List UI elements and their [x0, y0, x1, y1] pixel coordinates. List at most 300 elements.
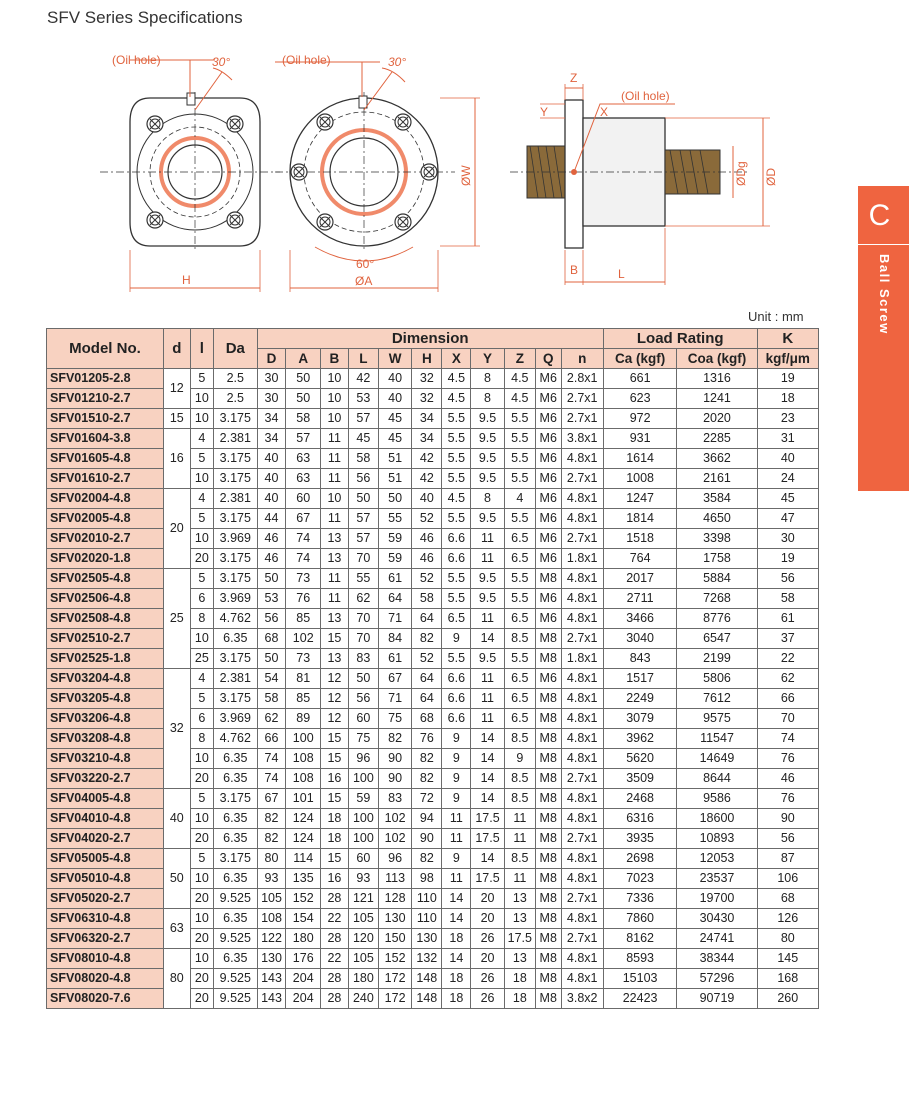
- table-cell: 6.5: [504, 609, 535, 629]
- table-cell: 1241: [677, 389, 757, 409]
- table-cell: 98: [412, 869, 442, 889]
- table-cell: 60: [348, 709, 378, 729]
- table-cell: 53: [257, 589, 286, 609]
- table-cell: 11: [321, 509, 349, 529]
- header-dim-y: Y: [471, 349, 504, 369]
- table-cell: 6.6: [442, 689, 471, 709]
- table-cell: 114: [286, 849, 321, 869]
- table-cell: 6.5: [442, 609, 471, 629]
- table-cell: 843: [603, 649, 677, 669]
- table-cell: 45: [348, 429, 378, 449]
- table-cell: 94: [412, 809, 442, 829]
- table-cell: 10: [190, 529, 213, 549]
- table-cell: 17.5: [471, 869, 504, 889]
- table-cell: 90: [412, 829, 442, 849]
- table-cell: 26: [471, 969, 504, 989]
- table-cell: 4.8x1: [561, 709, 603, 729]
- table-cell: 6.35: [214, 629, 257, 649]
- table-cell: 5.5: [442, 649, 471, 669]
- table-cell: 3662: [677, 449, 757, 469]
- table-cell: 6.35: [214, 869, 257, 889]
- table-cell: 2468: [603, 789, 677, 809]
- section-tab: [858, 186, 909, 491]
- table-cell: 9.5: [471, 469, 504, 489]
- table-cell: 4.8x1: [561, 909, 603, 929]
- table-cell: 4: [190, 669, 213, 689]
- table-cell: 102: [378, 809, 411, 829]
- cell-model: SFV04010-4.8: [47, 809, 164, 829]
- table-cell: 4.8x1: [561, 489, 603, 509]
- table-cell: M6: [535, 589, 561, 609]
- table-cell: M6: [535, 389, 561, 409]
- table-cell: 108: [286, 769, 321, 789]
- table-cell: 76: [757, 789, 818, 809]
- table-cell: 130: [257, 949, 286, 969]
- table-cell: 4.8x1: [561, 749, 603, 769]
- table-cell: 20: [190, 829, 213, 849]
- cell-model: SFV02508-4.8: [47, 609, 164, 629]
- table-cell: M6: [535, 429, 561, 449]
- section-letter: C: [868, 199, 891, 232]
- table-cell: 20: [190, 929, 213, 949]
- table-cell: 16: [321, 769, 349, 789]
- table-row: [47, 709, 819, 729]
- table-cell: 52: [412, 569, 442, 589]
- table-cell: 40: [257, 489, 286, 509]
- table-cell: 3.969: [214, 589, 257, 609]
- table-cell: 11: [321, 429, 349, 449]
- table-cell: 148: [412, 989, 442, 1009]
- table-cell: 11: [471, 609, 504, 629]
- table-row: [47, 489, 819, 509]
- table-cell: 9: [442, 769, 471, 789]
- table-cell: 96: [378, 849, 411, 869]
- table-cell: 75: [378, 709, 411, 729]
- table-cell: M6: [535, 489, 561, 509]
- table-cell: 3935: [603, 829, 677, 849]
- table-cell: 57: [348, 529, 378, 549]
- table-cell: 14: [471, 849, 504, 869]
- table-cell: 168: [757, 969, 818, 989]
- dim-w-label: ØW: [459, 165, 473, 186]
- table-cell: 61: [378, 649, 411, 669]
- table-cell: 3466: [603, 609, 677, 629]
- table-cell: M8: [535, 709, 561, 729]
- table-cell: 110: [412, 889, 442, 909]
- table-cell: 57: [348, 509, 378, 529]
- table-cell: 130: [378, 909, 411, 929]
- table-cell: M6: [535, 369, 561, 389]
- table-cell: 73: [286, 649, 321, 669]
- table-row: [47, 669, 819, 689]
- table-cell: 5: [190, 689, 213, 709]
- table-cell: 68: [757, 889, 818, 909]
- table-cell: 661: [603, 369, 677, 389]
- table-cell: 9.525: [214, 929, 257, 949]
- oil-hole-label-1: (Oil hole): [112, 53, 161, 67]
- table-cell: 9: [504, 749, 535, 769]
- table-cell: 12: [321, 689, 349, 709]
- table-cell: 3584: [677, 489, 757, 509]
- cell-model: SFV02020-1.8: [47, 549, 164, 569]
- table-cell: 6.35: [214, 749, 257, 769]
- header-model: Model No.: [47, 329, 164, 369]
- section-label: Ball Screw: [877, 254, 892, 335]
- table-cell: M8: [535, 569, 561, 589]
- table-cell: 10: [321, 389, 349, 409]
- cell-model: SFV05010-4.8: [47, 869, 164, 889]
- cell-model: SFV08020-7.6: [47, 989, 164, 1009]
- table-cell: 56: [257, 609, 286, 629]
- header-dim-d: D: [257, 349, 286, 369]
- table-cell: M6: [535, 409, 561, 429]
- cell-d: 12: [163, 369, 190, 409]
- table-cell: 1008: [603, 469, 677, 489]
- table-cell: 90: [757, 809, 818, 829]
- table-cell: 4.8x1: [561, 589, 603, 609]
- table-cell: 6.5: [504, 689, 535, 709]
- cell-d: 25: [163, 569, 190, 669]
- table-row: [47, 429, 819, 449]
- table-cell: 10: [321, 369, 349, 389]
- table-cell: 6547: [677, 629, 757, 649]
- table-cell: 8.5: [504, 629, 535, 649]
- table-cell: M6: [535, 509, 561, 529]
- table-cell: 11: [471, 529, 504, 549]
- table-cell: 3962: [603, 729, 677, 749]
- table-cell: 5: [190, 569, 213, 589]
- table-cell: 9: [442, 849, 471, 869]
- table-cell: 2161: [677, 469, 757, 489]
- table-cell: 52: [412, 649, 442, 669]
- table-cell: 38344: [677, 949, 757, 969]
- table-cell: 4.8x1: [561, 849, 603, 869]
- table-cell: 105: [348, 909, 378, 929]
- table-cell: 5: [190, 789, 213, 809]
- table-row: [47, 749, 819, 769]
- header-load-rating: Load Rating: [603, 329, 757, 349]
- table-cell: 72: [412, 789, 442, 809]
- cell-model: SFV01210-2.7: [47, 389, 164, 409]
- table-cell: 40: [257, 449, 286, 469]
- table-cell: 18: [321, 829, 349, 849]
- table-cell: 121: [348, 889, 378, 909]
- cell-d: 40: [163, 789, 190, 849]
- table-cell: 4.8x1: [561, 669, 603, 689]
- table-cell: 76: [412, 729, 442, 749]
- table-cell: 18600: [677, 809, 757, 829]
- table-cell: 14: [442, 949, 471, 969]
- table-cell: 2711: [603, 589, 677, 609]
- table-cell: 93: [257, 869, 286, 889]
- cell-model: SFV01610-2.7: [47, 469, 164, 489]
- table-cell: 74: [757, 729, 818, 749]
- table-cell: 9: [442, 749, 471, 769]
- header-dim-h: H: [412, 349, 442, 369]
- table-cell: 5.5: [442, 449, 471, 469]
- dim-dg-label: ØDg: [734, 161, 748, 186]
- table-cell: M6: [535, 549, 561, 569]
- table-cell: 100: [286, 729, 321, 749]
- cell-model: SFV05020-2.7: [47, 889, 164, 909]
- table-cell: 5.5: [442, 509, 471, 529]
- table-cell: 28: [321, 889, 349, 909]
- table-cell: M8: [535, 889, 561, 909]
- table-cell: 14: [471, 789, 504, 809]
- table-cell: 4.8x1: [561, 609, 603, 629]
- table-cell: 4.5: [442, 369, 471, 389]
- table-cell: 2.7x1: [561, 409, 603, 429]
- table-cell: 2.7x1: [561, 829, 603, 849]
- table-cell: M8: [535, 929, 561, 949]
- table-cell: 11: [321, 589, 349, 609]
- table-row: [47, 369, 819, 389]
- header-ca: Ca (kgf): [603, 349, 677, 369]
- table-cell: 8: [471, 489, 504, 509]
- table-cell: 62: [348, 589, 378, 609]
- dim-h-label: H: [182, 273, 191, 287]
- header-dim-n: n: [561, 349, 603, 369]
- table-cell: 31: [757, 429, 818, 449]
- table-cell: 3.175: [214, 449, 257, 469]
- table-cell: 42: [412, 469, 442, 489]
- table-cell: 3398: [677, 529, 757, 549]
- table-cell: 11: [471, 689, 504, 709]
- table-cell: 60: [286, 489, 321, 509]
- table-cell: 11: [504, 809, 535, 829]
- table-cell: 1758: [677, 549, 757, 569]
- table-cell: 20: [190, 969, 213, 989]
- table-cell: 74: [286, 549, 321, 569]
- table-cell: 7612: [677, 689, 757, 709]
- table-cell: 6.35: [214, 949, 257, 969]
- table-cell: 90: [378, 769, 411, 789]
- table-cell: 6.35: [214, 829, 257, 849]
- table-cell: 46: [412, 549, 442, 569]
- table-row: [47, 969, 819, 989]
- table-cell: 15: [321, 729, 349, 749]
- cell-model: SFV03205-4.8: [47, 689, 164, 709]
- table-cell: 108: [257, 909, 286, 929]
- table-cell: M6: [535, 609, 561, 629]
- table-cell: 70: [757, 709, 818, 729]
- table-cell: 764: [603, 549, 677, 569]
- table-cell: 8776: [677, 609, 757, 629]
- table-cell: 74: [257, 769, 286, 789]
- table-cell: 75: [348, 729, 378, 749]
- table-cell: 105: [257, 889, 286, 909]
- table-cell: 9575: [677, 709, 757, 729]
- table-cell: 105: [348, 949, 378, 969]
- table-cell: 63: [286, 469, 321, 489]
- table-cell: 100: [348, 769, 378, 789]
- table-cell: 3.175: [214, 849, 257, 869]
- table-cell: 145: [757, 949, 818, 969]
- table-cell: 143: [257, 969, 286, 989]
- table-cell: 4: [504, 489, 535, 509]
- dim-y-label: Y: [540, 105, 549, 119]
- table-cell: 180: [348, 969, 378, 989]
- table-cell: 50: [286, 389, 321, 409]
- table-cell: 10: [321, 489, 349, 509]
- table-cell: M8: [535, 969, 561, 989]
- table-cell: 3.175: [214, 789, 257, 809]
- table-cell: 53: [348, 389, 378, 409]
- table-cell: 3.175: [214, 549, 257, 569]
- header-dimension: Dimension: [257, 329, 603, 349]
- table-cell: 2.7x1: [561, 389, 603, 409]
- table-cell: 1.8x1: [561, 649, 603, 669]
- cell-model: SFV08010-4.8: [47, 949, 164, 969]
- table-cell: 70: [348, 609, 378, 629]
- table-cell: 108: [286, 749, 321, 769]
- table-cell: 4.8x1: [561, 509, 603, 529]
- table-cell: 152: [286, 889, 321, 909]
- table-cell: 9.525: [214, 889, 257, 909]
- table-cell: 14: [471, 749, 504, 769]
- table-cell: 64: [378, 589, 411, 609]
- table-cell: 152: [378, 949, 411, 969]
- table-cell: 8: [471, 389, 504, 409]
- table-cell: 4.762: [214, 609, 257, 629]
- table-cell: 11: [471, 669, 504, 689]
- table-cell: 28: [321, 989, 349, 1009]
- table-cell: 2249: [603, 689, 677, 709]
- table-row: [47, 589, 819, 609]
- table-cell: 18: [321, 809, 349, 829]
- table-cell: 2.7x1: [561, 629, 603, 649]
- table-cell: 1814: [603, 509, 677, 529]
- table-row: [47, 869, 819, 889]
- table-cell: 96: [348, 749, 378, 769]
- table-cell: 11: [504, 829, 535, 849]
- table-cell: 6316: [603, 809, 677, 829]
- table-cell: 61: [378, 569, 411, 589]
- table-row: [47, 449, 819, 469]
- table-cell: 8162: [603, 929, 677, 949]
- table-row: [47, 729, 819, 749]
- table-cell: 5.5: [442, 469, 471, 489]
- table-row: [47, 529, 819, 549]
- unit-label: Unit : mm: [748, 309, 804, 324]
- table-cell: 24741: [677, 929, 757, 949]
- table-cell: 84: [378, 629, 411, 649]
- table-cell: 8: [190, 729, 213, 749]
- table-cell: 58: [348, 449, 378, 469]
- cell-model: SFV03210-4.8: [47, 749, 164, 769]
- table-cell: 90719: [677, 989, 757, 1009]
- table-cell: 150: [378, 929, 411, 949]
- table-cell: 19: [757, 369, 818, 389]
- header-da: Da: [214, 329, 257, 369]
- table-cell: 204: [286, 969, 321, 989]
- header-dim-w: W: [378, 349, 411, 369]
- table-cell: 9: [442, 629, 471, 649]
- table-row: [47, 989, 819, 1009]
- table-cell: 4: [190, 429, 213, 449]
- table-cell: 6: [190, 589, 213, 609]
- flange-front-view-1: [100, 60, 280, 292]
- table-cell: M8: [535, 909, 561, 929]
- table-cell: 26: [471, 929, 504, 949]
- table-cell: 63: [286, 449, 321, 469]
- table-cell: 2.7x1: [561, 529, 603, 549]
- table-cell: 3.175: [214, 469, 257, 489]
- cell-model: SFV04020-2.7: [47, 829, 164, 849]
- table-cell: 26: [471, 989, 504, 1009]
- table-cell: 11: [504, 869, 535, 889]
- table-cell: 59: [378, 549, 411, 569]
- table-cell: 9.5: [471, 509, 504, 529]
- table-cell: 45: [378, 409, 411, 429]
- table-cell: 11: [442, 829, 471, 849]
- table-cell: 46: [257, 529, 286, 549]
- table-cell: 3.8x1: [561, 429, 603, 449]
- flange-front-view-2: [275, 62, 480, 292]
- table-cell: 10: [190, 409, 213, 429]
- table-cell: 3509: [603, 769, 677, 789]
- table-cell: M8: [535, 649, 561, 669]
- table-row: [47, 769, 819, 789]
- table-cell: M8: [535, 729, 561, 749]
- table-cell: 11: [471, 709, 504, 729]
- section-divider: [858, 244, 909, 245]
- table-cell: 6.6: [442, 669, 471, 689]
- table-cell: 46: [257, 549, 286, 569]
- cell-d: 32: [163, 669, 190, 789]
- table-cell: 40: [378, 389, 411, 409]
- table-cell: 2698: [603, 849, 677, 869]
- table-cell: 102: [286, 629, 321, 649]
- table-cell: 18: [504, 989, 535, 1009]
- table-row: [47, 689, 819, 709]
- table-cell: 124: [286, 809, 321, 829]
- table-cell: 9.5: [471, 589, 504, 609]
- table-cell: 34: [412, 429, 442, 449]
- cell-model: SFV01604-3.8: [47, 429, 164, 449]
- table-cell: 4.8x1: [561, 949, 603, 969]
- table-cell: 56: [348, 689, 378, 709]
- table-cell: 1518: [603, 529, 677, 549]
- table-cell: 87: [757, 849, 818, 869]
- cell-d: 20: [163, 489, 190, 569]
- cell-model: SFV06310-4.8: [47, 909, 164, 929]
- table-cell: 59: [348, 789, 378, 809]
- table-cell: 55: [378, 509, 411, 529]
- header-dim-l: L: [348, 349, 378, 369]
- technical-drawings: [0, 40, 909, 300]
- table-cell: 6.5: [504, 709, 535, 729]
- table-cell: 22: [321, 909, 349, 929]
- cell-d: 50: [163, 849, 190, 909]
- cell-model: SFV01510-2.7: [47, 409, 164, 429]
- table-cell: 9: [442, 729, 471, 749]
- header-coa: Coa (kgf): [677, 349, 757, 369]
- table-cell: 82: [412, 849, 442, 869]
- table-row: [47, 389, 819, 409]
- table-cell: 15: [321, 749, 349, 769]
- table-cell: 4.8x1: [561, 809, 603, 829]
- table-cell: 5.5: [504, 589, 535, 609]
- table-cell: 5.5: [504, 569, 535, 589]
- table-cell: 14: [471, 729, 504, 749]
- cell-model: SFV04005-4.8: [47, 789, 164, 809]
- table-cell: 5.5: [504, 649, 535, 669]
- table-cell: 180: [286, 929, 321, 949]
- table-cell: 130: [412, 929, 442, 949]
- table-cell: 83: [348, 649, 378, 669]
- table-cell: 90: [378, 749, 411, 769]
